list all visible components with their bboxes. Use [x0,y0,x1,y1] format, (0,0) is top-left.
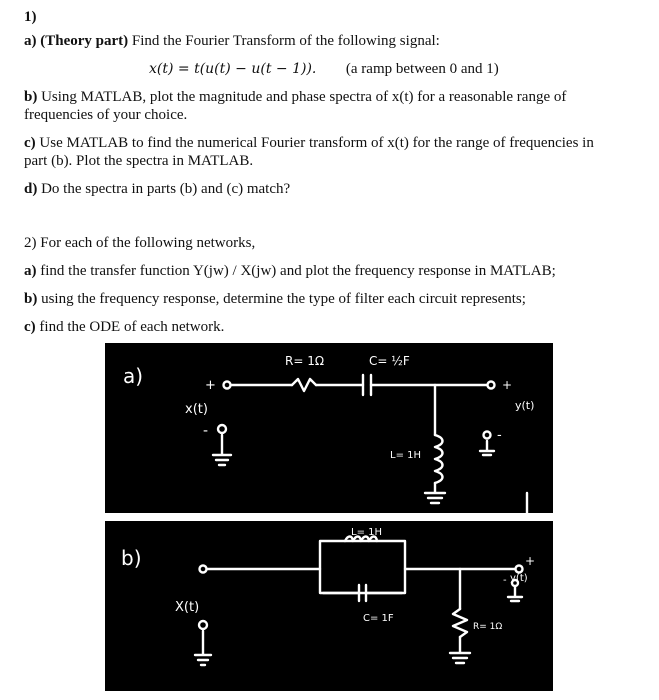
circuit-a-input-label: x(t) [185,402,208,417]
problem-1c-label: c) [24,135,36,151]
input-terminal [200,566,207,573]
input-ground [213,435,231,465]
problem-2a-label: a) [24,263,37,279]
circuit-a-image [105,343,553,513]
signal-equation [149,60,499,79]
ground-symbol-a [425,483,445,503]
input-terminal [224,382,231,389]
problem-2c-label: c) [24,319,36,335]
circuit-a-input-minus: - [203,423,209,439]
problem-1b-line2: frequencies of your choice. [24,107,188,123]
problem-1-number: 1) [24,9,37,25]
problem-2-intro: 2) For each of the following networks, [24,235,256,251]
problem-1c-line2: part (b). Plot the spectra in MATLAB. [24,153,254,169]
ground-symbol-b [450,637,470,663]
circuit-b-image [105,521,553,691]
output-ground [508,587,522,601]
circuit-a-output-minus: - [497,428,502,443]
circuit-a-resistor-label: R= 1Ω [285,354,325,368]
circuit-b-drawing [105,521,553,691]
problem-1a-label: a) (Theory part) [24,33,129,49]
problem-1b-line1 [24,88,566,107]
circuit-a-input-plus: + [205,378,216,393]
circuit-b-label: b) [121,546,142,570]
circuit-b-output-label: y(t) [510,573,528,584]
circuit-a-inductor-label: L= 1H [390,450,422,461]
output-ground [480,441,494,455]
problem-1c-line1 [24,134,594,153]
problem-1c-text: Use MATLAB to find the numerical Fourier transform of x(t) for the range of frequencies in [35,135,594,151]
equation-text: x(t) = t(u(t) − u(t − 1)). [149,61,317,77]
circuit-a-output-plus: + [502,378,513,392]
problem-2b-text: using the frequency response, determine the type of filter each circuit represents; [37,291,526,307]
equation-note: (a ramp between 0 and 1) [345,61,499,77]
output-terminal [516,566,523,573]
problem-1d-text: Do the spectra in parts (b) and (c) match? [37,181,291,197]
problem-1a [24,32,440,51]
output-terminal [488,382,495,389]
circuit-a-label: a) [123,364,144,388]
problem-2b-label: b) [24,291,38,307]
problem-2a [24,262,556,281]
problem-2c [24,318,224,337]
problem-2c-text: find the ODE of each network. [35,319,225,335]
circuit-b-inductor-label: L= 1H [351,527,383,538]
circuit-b-resistor-label: R= 1Ω [473,622,503,632]
problem-1d-label: d) [24,181,38,197]
circuit-a-output-label: y(t) [515,399,535,412]
circuit-b-input-label: X(t) [175,600,200,615]
problem-2a-text: find the transfer function Y(jw) / X(jw) and plot the frequency response in MATLAB; [36,263,556,279]
circuit-b-output-minus: - [503,575,507,586]
problem-2b [24,290,526,309]
resistor-symbol [453,609,467,637]
problem-1b-label: b) [24,89,38,105]
problem-1d [24,180,290,199]
circuit-b-output-plus: + [525,554,536,568]
problem-1b-text: Using MATLAB, plot the magnitude and phase spectra of x(t) for a reasonable range of [37,89,567,105]
circuit-a-capacitor-label: C= ½F [369,354,410,368]
problem-1a-text: Find the Fourier Transform of the following signal: [128,33,440,49]
circuit-a-drawing [105,343,553,513]
circuit-b-capacitor-label: C= 1F [363,613,394,624]
inductor-symbol [435,435,443,483]
input-ground [195,631,211,665]
parallel-block [320,541,405,593]
resistor-symbol [292,379,316,391]
